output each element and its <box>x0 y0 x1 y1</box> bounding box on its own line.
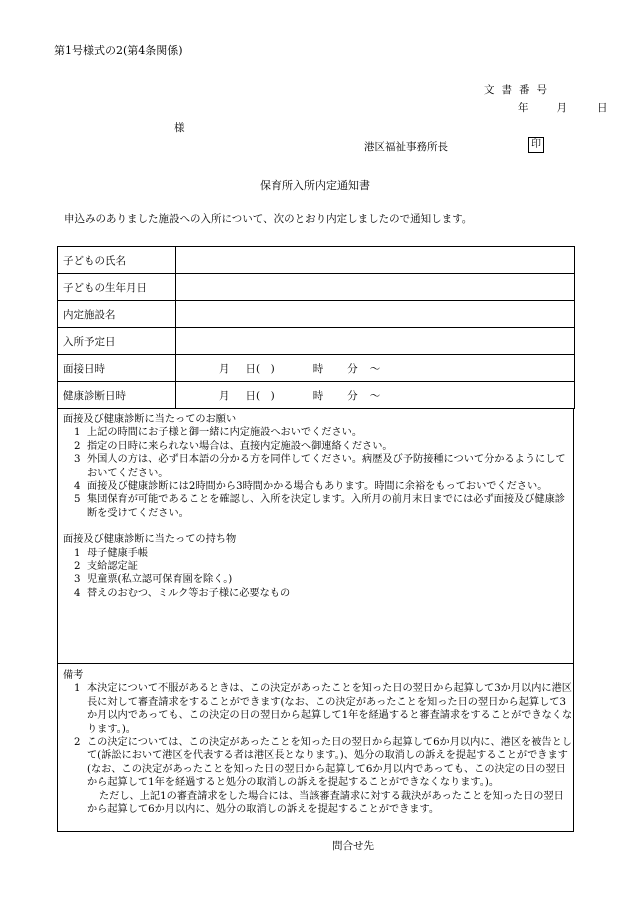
item-text: 支給認定証 <box>87 561 138 573</box>
item-number: 5 <box>74 494 81 506</box>
seal-mark: 印 <box>528 137 544 153</box>
value-cell-admission-date <box>176 328 575 355</box>
item-text: 替えのおむつ、ミルク等お子様に必要なもの <box>87 587 291 599</box>
row-label-admission-date: 入所予定日 <box>58 328 176 355</box>
item-number: 3 <box>74 574 81 586</box>
item-text: 面接及び健康診断には2時間から3時間かかる場合もあります。時間に余裕をもっておいでください。 <box>87 481 548 493</box>
intro-text: 申込みのありました施設への入所について、次のとおり内定しましたので通知します。 <box>64 213 473 225</box>
list-item <box>63 682 573 736</box>
item-number: 2 <box>74 440 81 452</box>
health-check-hour: 時 <box>312 389 324 402</box>
remarks-box <box>57 663 574 832</box>
row-label-child-name: 子どもの氏名 <box>58 247 176 274</box>
row-label-birthdate: 子どもの生年月日 <box>58 274 176 301</box>
item-text: この決定については、この決定があったことを知った日の翌日から起算して6か月以内に、港区を被告として(訴訟において港区を代表する者は港区長となります。)、処分の取消しの訴えを提起することができます(なお、この決定があったことを知った日の翌日から起算して6か月以内であっても、この決定の日の翌日から起算して1年を経過すると処分の取消しの訴えを提起することができなくなります。)。 <box>87 737 572 789</box>
document-number-label: 文書番号 <box>484 84 554 96</box>
health-check-month: 月 <box>219 389 230 402</box>
item-text: 母子健康手帳 <box>87 547 149 559</box>
table-row <box>58 328 575 355</box>
belongings-heading: 面接及び健康診断に当たっての持ち物 <box>63 534 237 546</box>
health-check-tilde: ～ <box>369 389 381 402</box>
value-cell-child-name <box>176 247 575 274</box>
row-label-interview: 面接日時 <box>58 355 176 382</box>
date-day: 日 <box>597 102 608 114</box>
list-item <box>63 573 573 586</box>
list-item <box>63 560 573 573</box>
instructions-box <box>57 408 574 664</box>
table-row <box>58 247 575 274</box>
list-item <box>63 736 573 790</box>
health-check-datetime <box>176 382 575 409</box>
list-item <box>63 493 573 520</box>
addressee-suffix: 様 <box>174 122 185 134</box>
interview-tilde: ～ <box>369 362 381 375</box>
list-item <box>63 426 573 439</box>
item-number: 2 <box>74 737 81 749</box>
item-number: 1 <box>74 427 81 439</box>
document-title: 保育所入所内定通知書 <box>260 179 370 192</box>
item-text: 集団保育が可能であることを確認し、入所を決定します。入所月の前月末日までには必ず面接及び健康診断を受けてください。 <box>87 494 565 519</box>
item-text: 指定の日時に来られない場合は、直接内定施設へ御連絡ください。 <box>87 440 393 452</box>
list-item <box>63 547 573 560</box>
contact-label: 問合せ先 <box>332 840 374 852</box>
form-label: 第1号様式の2(第4条関係) <box>54 44 183 57</box>
item-number: 4 <box>74 587 81 599</box>
item-text: 上記の時間にお子様と御一緒に内定施設へおいでください。 <box>87 427 363 439</box>
health-check-day: 日( ) <box>245 389 275 402</box>
interview-hour: 時 <box>312 362 324 375</box>
interview-month: 月 <box>219 362 230 375</box>
interview-day: 日( ) <box>245 362 275 375</box>
requests-heading: 面接及び健康診断に当たってのお願い <box>63 414 237 425</box>
value-cell-birthdate <box>176 274 575 301</box>
table-row <box>58 274 575 301</box>
list-item <box>63 453 573 480</box>
list-item <box>63 480 573 493</box>
interview-datetime <box>176 355 575 382</box>
table-row <box>58 355 575 382</box>
item-text: 本決定について不服があるときは、この決定があったことを知った日の翌日から起算して3か月以内に港区長に対して審査請求をすることができます(なお、この決定があったことを知った日の翌日から起算して3か月以内であっても、この決定の日の翌日から起算して1年を経過すると審査請求をすることができなくなります。)。 <box>87 683 573 735</box>
row-label-facility: 内定施設名 <box>58 301 176 328</box>
list-item <box>63 440 573 453</box>
item-text: 外国人の方は、必ず日本語の分かる方を同伴してください。病歴及び予防接種について分かるようにしておいてください。 <box>87 454 566 479</box>
item-number: 4 <box>74 481 81 493</box>
item-number: 1 <box>74 683 81 695</box>
health-check-minute: 分 <box>347 389 358 402</box>
table-row <box>58 382 575 409</box>
item-number: 3 <box>74 454 81 466</box>
table-row <box>58 301 575 328</box>
remarks-heading: 備考 <box>63 670 84 681</box>
sender-name: 港区福祉事務所長 <box>364 141 448 153</box>
value-cell-facility <box>176 301 575 328</box>
date-line <box>484 102 608 115</box>
remarks-proviso: ただし、上記1の審査請求をした場合には、当該審査請求に対する裁決があったことを知った日の翌日から起算して6か月以内に、処分の取消しの訴えを提起することができます。 <box>87 790 564 816</box>
date-month: 月 <box>556 102 567 114</box>
info-table <box>57 246 575 409</box>
item-number: 2 <box>74 561 81 573</box>
row-label-health-check: 健康診断日時 <box>58 382 176 409</box>
interview-minute: 分 <box>347 362 358 375</box>
item-text: 児童票(私立認可保育園を除く。) <box>87 574 233 586</box>
list-item <box>63 587 573 600</box>
date-year: 年 <box>518 102 529 114</box>
item-number: 1 <box>74 547 81 559</box>
